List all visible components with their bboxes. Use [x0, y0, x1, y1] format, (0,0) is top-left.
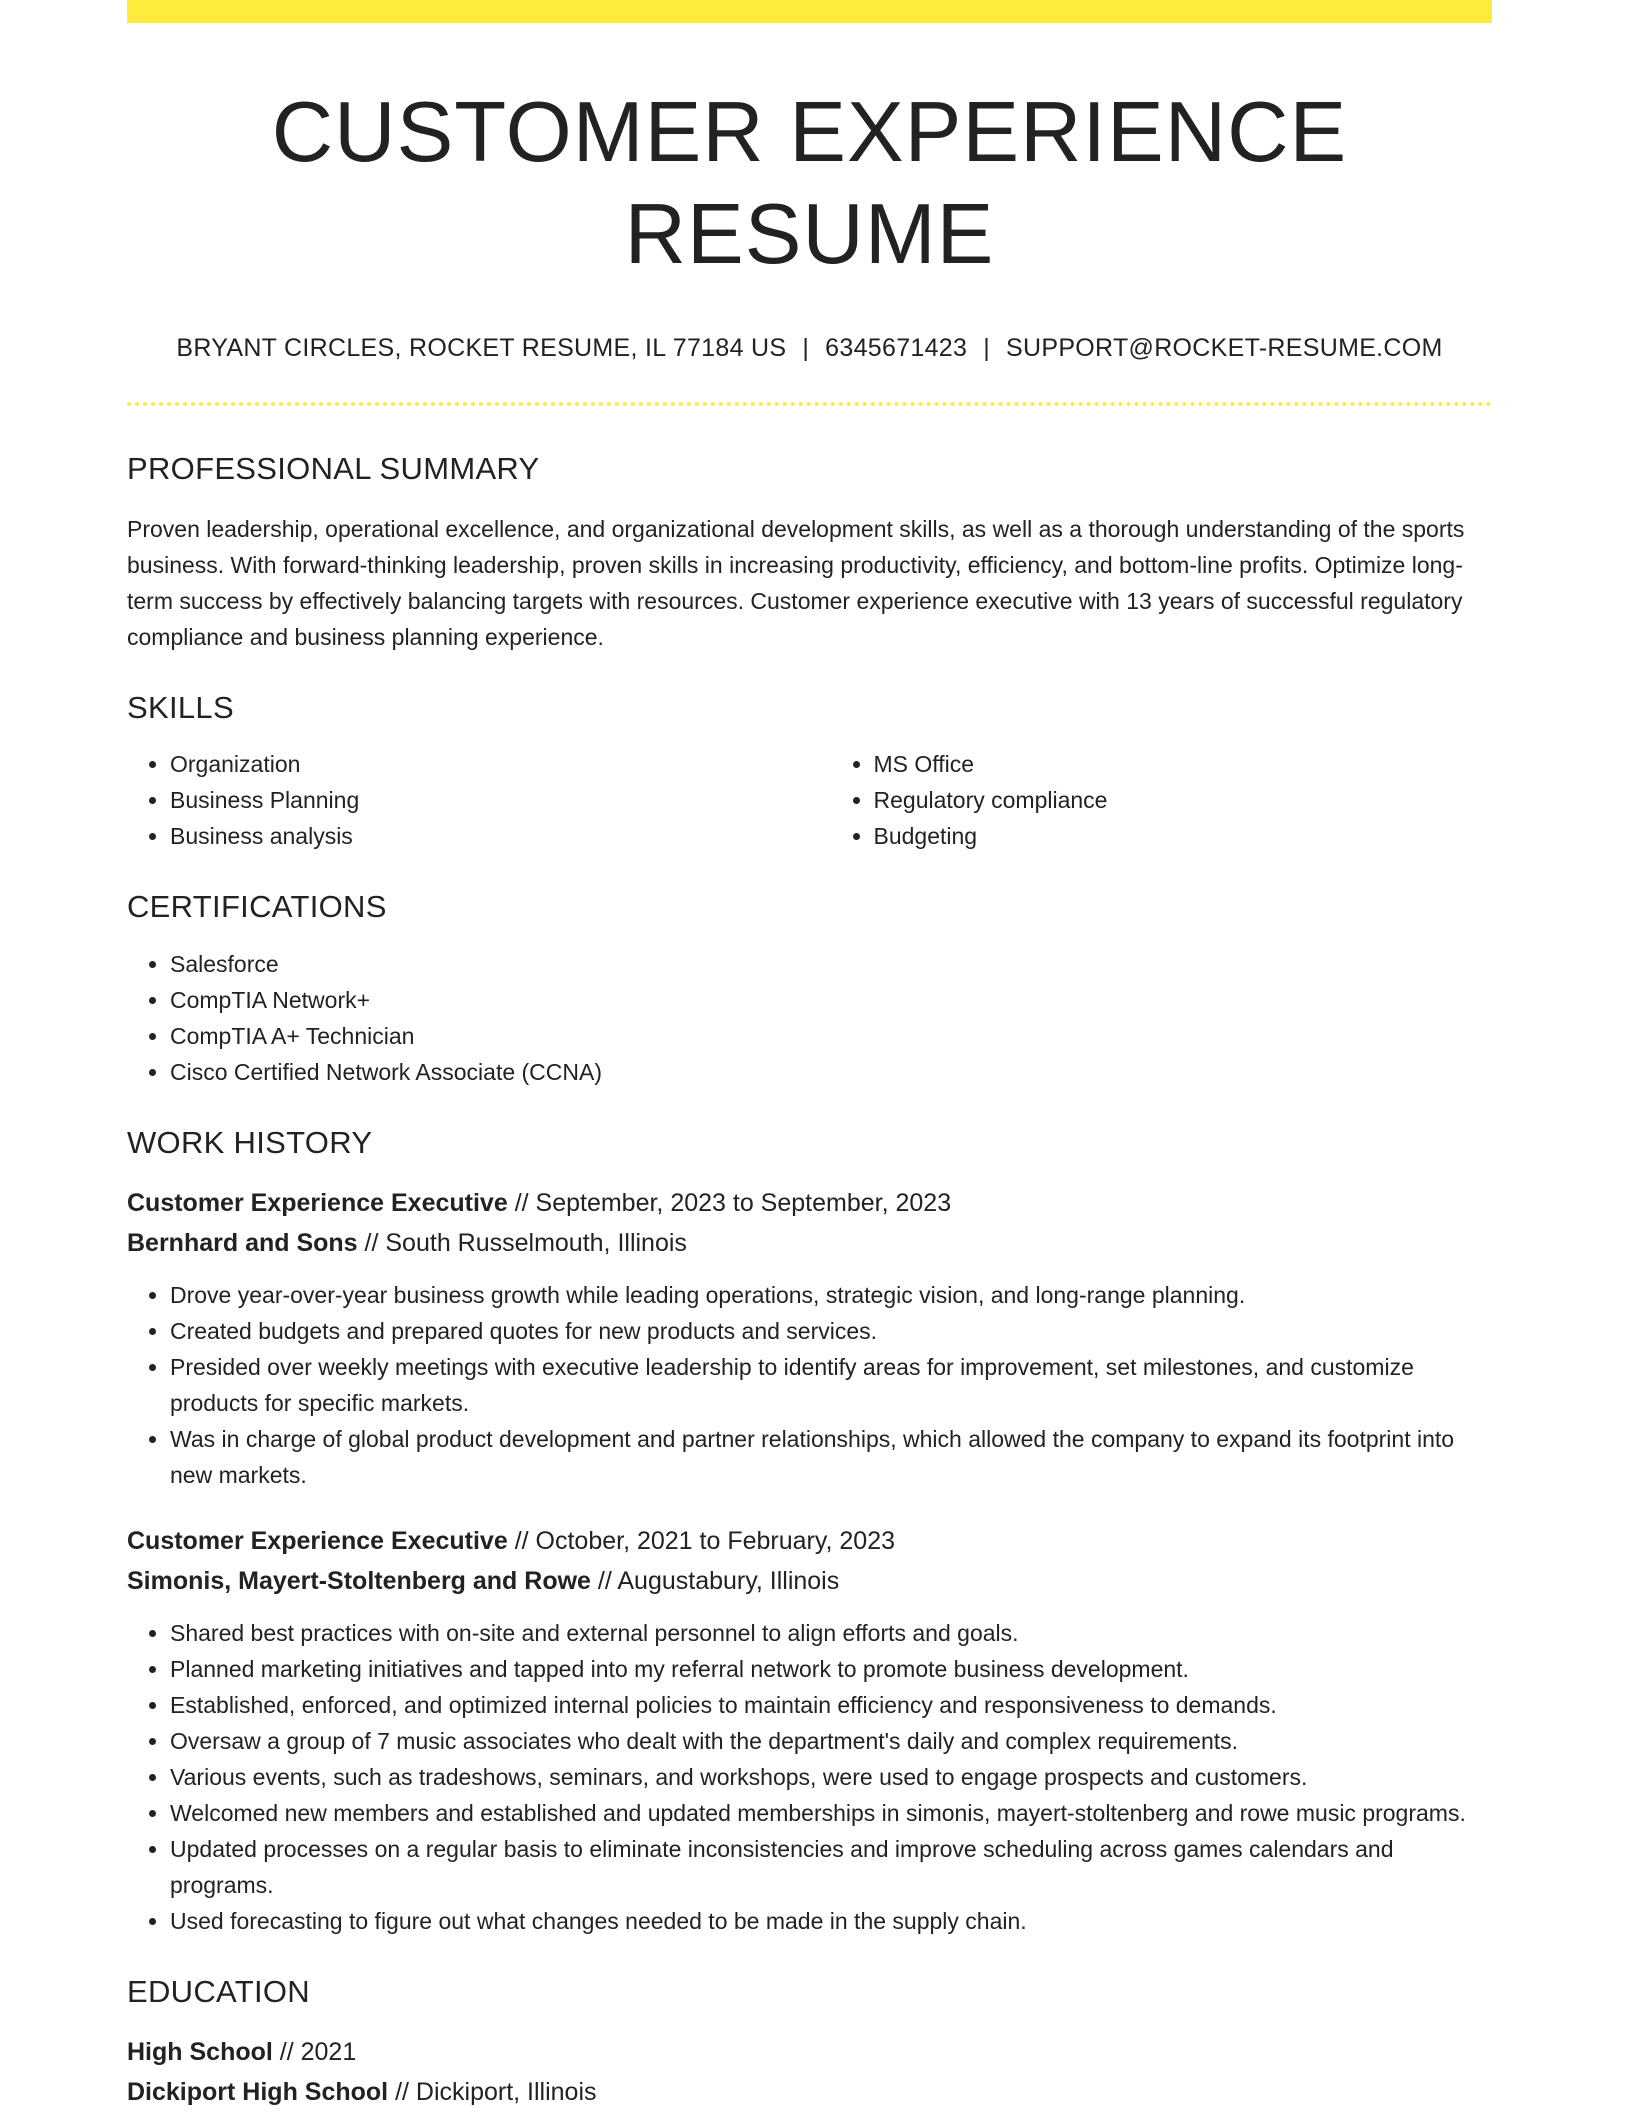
job-location: // Augustabury, Illinois: [597, 1566, 840, 1595]
skills-section: [127, 689, 1492, 854]
certifications-section: [127, 888, 1492, 1089]
certification-item: • Cisco Certified Network Associate (CCNA): [170, 1054, 1492, 1090]
job-bullet: • Presided over weekly meetings with executive leadership to identify areas for improvement, set milestones, and customize products for specific markets.: [170, 1349, 1492, 1421]
job-entry: [127, 1521, 1492, 1939]
job-bullet: • Planned marketing initiatives and tapped into my referral network to promote business development.: [170, 1651, 1492, 1687]
contact-line: [127, 334, 1492, 363]
job-bullet: • Various events, such as tradeshows, seminars, and workshops, were used to engage prospects and customers.: [170, 1759, 1492, 1795]
skill-item: • Business Planning: [170, 782, 789, 818]
skill-item: • Business analysis: [170, 818, 789, 854]
job-bullet: • Drove year-over-year business growth while leading operations, strategic vision, and long-range planning.: [170, 1277, 1492, 1313]
education-heading: EDUCATION: [127, 1973, 310, 2009]
contact-separator: |: [983, 334, 991, 362]
work-history-heading: WORK HISTORY: [127, 1124, 373, 1160]
job-bullets: [127, 1277, 1492, 1493]
job-title: Customer Experience Executive: [127, 1526, 508, 1555]
job-bullet: • Was in charge of global product development and partner relationships, which allowed the company to expand its footprint into new markets.: [170, 1421, 1492, 1493]
job-bullet: • Updated processes on a regular basis to eliminate inconsistencies and improve scheduling across games calendars and programs.: [170, 1831, 1492, 1903]
skills-heading: SKILLS: [127, 690, 234, 726]
contact-email: SUPPORT@ROCKET-RESUME.COM: [1006, 334, 1443, 362]
education-school-line: [127, 2072, 1492, 2112]
job-dates: // October, 2021 to February, 2023: [514, 1526, 896, 1555]
education-school: Dickiport High School: [127, 2077, 389, 2106]
summary-text: Proven leadership, operational excellence, and organizational development skills, as well as a thorough understanding of the sports business. With forward-thinking leadership, proven skills in increasing productivity, efficiency, and bottom-line profits. Optimize long-term success by effectively balancing targets with resources. Customer experience executive with 13 years of successful regulatory compliance and business planning experience.: [127, 516, 1465, 651]
education-degree-line: [127, 2032, 1492, 2072]
job-title-line: [127, 1521, 1492, 1561]
skill-item: • Budgeting: [874, 818, 1493, 854]
job-bullet: • Established, enforced, and optimized internal policies to maintain efficiency and responsiveness to demands.: [170, 1687, 1492, 1723]
top-accent-bar: [127, 0, 1492, 23]
skills-columns: [127, 746, 1492, 854]
job-company: Bernhard and Sons: [127, 1228, 358, 1257]
contact-separator: |: [802, 334, 810, 362]
certification-item: • CompTIA A+ Technician: [170, 1018, 1492, 1054]
job-bullets: [127, 1615, 1492, 1939]
summary-heading: PROFESSIONAL SUMMARY: [127, 451, 540, 486]
job-bullet: • Used forecasting to figure out what changes needed to be made in the supply chain.: [170, 1903, 1492, 1939]
education-location: // Dickiport, Illinois: [395, 2077, 597, 2106]
contact-phone: 6345671423: [825, 334, 968, 362]
education-section: [127, 1973, 1492, 2112]
resume-title: CUSTOMER EXPERIENCE RESUME: [271, 85, 1348, 282]
job-title-line: [127, 1183, 1492, 1223]
job-bullet: • Shared best practices with on-site and external personnel to align efforts and goals.: [170, 1615, 1492, 1651]
certifications-heading: CERTIFICATIONS: [127, 889, 387, 925]
skill-item: • Organization: [170, 746, 789, 782]
job-company-line: [127, 1223, 1492, 1263]
job-company-line: [127, 1561, 1492, 1601]
job-bullet: • Created budgets and prepared quotes for new products and services.: [170, 1313, 1492, 1349]
job-location: // South Russelmouth, Illinois: [364, 1228, 687, 1257]
job-entry: [127, 1183, 1492, 1493]
certification-item: • CompTIA Network+: [170, 982, 1492, 1018]
job-company: Simonis, Mayert-Stoltenberg and Rowe: [127, 1566, 591, 1595]
resume-page: [127, 0, 1492, 2112]
skills-list-right: [831, 746, 1493, 854]
education-degree: High School: [127, 2037, 273, 2066]
skills-list-left: [127, 746, 789, 854]
education-year: // 2021: [279, 2037, 357, 2066]
job-bullet: • Welcomed new members and established and updated memberships in simonis, mayert-stoltenberg and rowe music programs.: [170, 1795, 1492, 1831]
certifications-list: [127, 946, 1492, 1090]
job-bullet: • Oversaw a group of 7 music associates who dealt with the department's daily and complex requirements.: [170, 1723, 1492, 1759]
contact-address: BRYANT CIRCLES, ROCKET RESUME, IL 77184 US: [176, 334, 787, 362]
job-dates: // September, 2023 to September, 2023: [514, 1188, 952, 1217]
summary-section: [127, 450, 1492, 655]
certification-item: • Salesforce: [170, 946, 1492, 982]
skill-item: • MS Office: [874, 746, 1493, 782]
dotted-divider: [127, 402, 1492, 406]
skill-item: • Regulatory compliance: [874, 782, 1493, 818]
job-title: Customer Experience Executive: [127, 1188, 508, 1217]
work-history-section: [127, 1124, 1492, 1939]
